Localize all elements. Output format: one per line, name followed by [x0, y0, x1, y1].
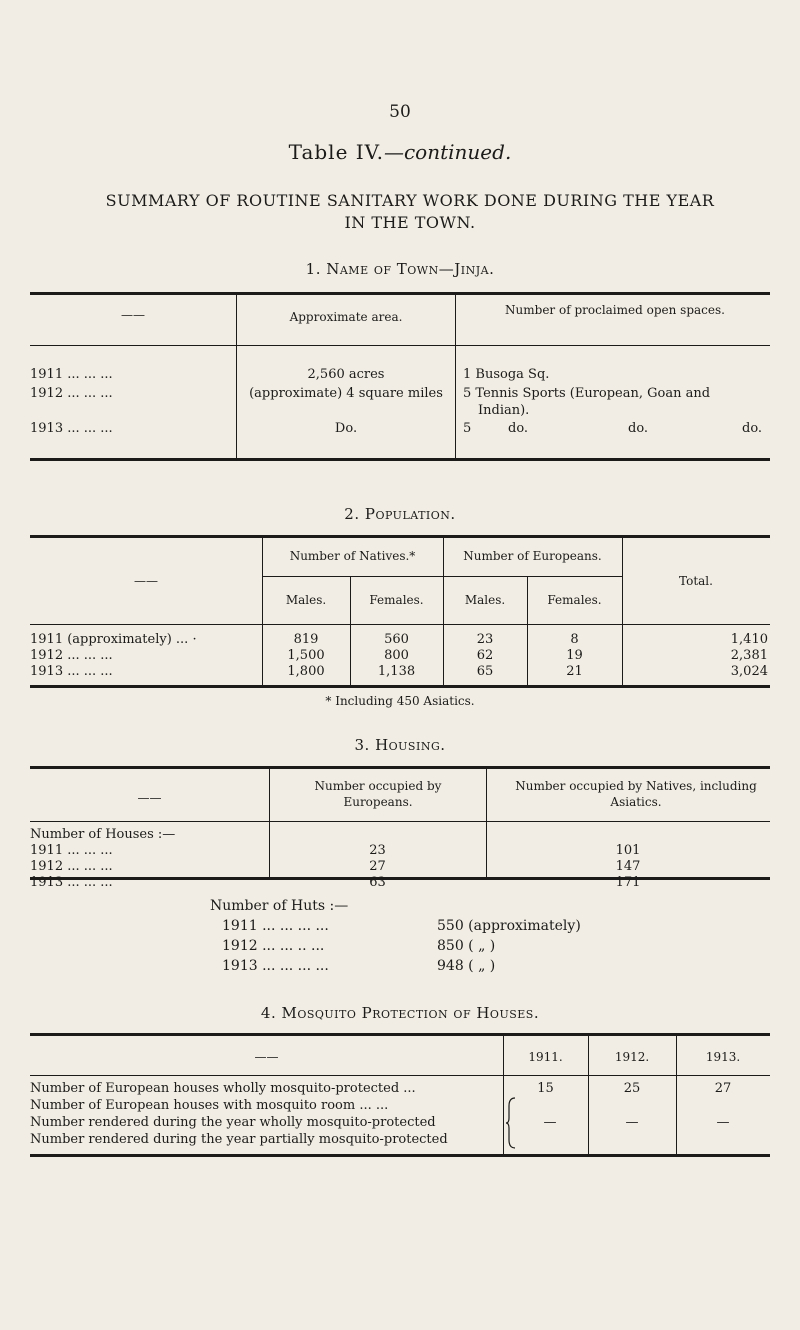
s1-row-do: do.: [742, 421, 763, 436]
table-title-suffix: —continued.: [383, 140, 512, 164]
s1-header-area: Approximate area.: [289, 310, 403, 324]
huts-value: 850 ( „ ): [437, 938, 496, 954]
s3-europeans: 27: [369, 859, 386, 874]
s3-natives: 101: [615, 843, 641, 858]
s2-natives-females: 560: [384, 632, 409, 647]
summary-heading: [30, 190, 790, 234]
s4-header-blank: ——: [254, 1050, 279, 1064]
table-title-main: Table IV.: [288, 140, 384, 164]
s2-header-e-males: Males.: [464, 593, 506, 607]
s2-total: 1,410: [730, 632, 768, 647]
s2-europeans-females: 19: [566, 648, 583, 663]
s2-header-blank: ——: [134, 574, 158, 588]
s2-europeans-females: 21: [566, 664, 583, 679]
s4-value-1912-rest: —: [625, 1115, 639, 1130]
s1-row-spaces: 5: [463, 421, 472, 436]
s2-header-total: Total.: [679, 574, 713, 588]
huts-label: Number of Huts :—: [210, 898, 349, 914]
huts-year: 1913 ... ... ... ...: [222, 958, 329, 974]
huts-value: 550 (approximately): [437, 918, 581, 934]
s2-header-natives: Number of Natives.*: [289, 549, 416, 563]
s1-row-area: 2,560 acres: [307, 367, 385, 382]
summary-heading-line2: IN THE TOWN.: [344, 213, 476, 232]
s4-value-1911-rest: —: [543, 1115, 557, 1130]
s2-natives-males: 1,500: [287, 648, 325, 663]
s3-header-europeans: Number occupied by Europeans.: [314, 779, 442, 809]
s2-natives-females: 1,138: [377, 664, 416, 679]
table-title: [0, 140, 800, 164]
s3-europeans: 23: [369, 843, 386, 858]
section2-heading: 2. Population.: [344, 505, 456, 523]
s2-total: 2,381: [730, 648, 768, 663]
s3-row-year: 1911 ... ... ...: [30, 843, 113, 858]
s2-europeans-females: 8: [570, 632, 579, 647]
s1-row-area: (approximate) 4 square miles: [249, 386, 443, 401]
s2-footnote: * Including 450 Asiatics.: [325, 694, 475, 708]
s4-row-label: Number of European houses with mosquito room ... ...: [30, 1098, 389, 1113]
s1-row-spaces: 1 Busoga Sq.: [463, 367, 550, 382]
s2-natives-males: 1,800: [287, 664, 325, 679]
section1-heading: 1. Name of Town—Jinja.: [305, 260, 495, 278]
s4-value-1913-rest: —: [716, 1115, 730, 1130]
s1-row-year: 1913 ... ... ...: [30, 421, 113, 436]
s2-row-year: 1911 (approximately) ... ·: [30, 632, 197, 647]
s3-natives: 147: [615, 859, 641, 874]
s2-natives-females: 800: [384, 648, 409, 663]
huts-year: 1911 ... ... ... ...: [222, 918, 329, 934]
s2-header-e-females: Females.: [547, 593, 602, 607]
s2-header-europeans: Number of Europeans.: [463, 549, 602, 563]
s2-header-females: Females.: [369, 593, 424, 607]
s3-europeans: 63: [369, 875, 386, 890]
section3-heading: 3. Housing.: [354, 736, 446, 754]
s4-header-1911: 1911.: [528, 1050, 563, 1064]
summary-heading-line1: SUMMARY OF ROUTINE SANITARY WORK DONE DURING THE YEAR: [105, 191, 715, 210]
s2-natives-males: 819: [293, 632, 319, 647]
s4-header-1912: 1912.: [614, 1050, 650, 1064]
page-number: 50: [389, 102, 411, 122]
s1-row-spaces: 5 Tennis Sports (European, Goan and: [463, 386, 711, 401]
s3-header-blank: ——: [137, 791, 162, 805]
s2-europeans-males: 23: [476, 632, 494, 647]
s1-row-do: do.: [508, 421, 529, 436]
s3-houses-label: Number of Houses :—: [30, 827, 176, 842]
s2-total: 3,024: [730, 664, 768, 679]
s4-value-1912: 25: [623, 1081, 641, 1096]
s4-header-1913: 1913.: [705, 1050, 741, 1064]
s2-row-year: 1912 ... ... ...: [30, 648, 113, 663]
s1-header-spaces: Number of proclaimed open spaces.: [505, 303, 725, 317]
s1-header-blank: ——: [121, 308, 145, 322]
s1-row-year: 1912 ... ... ...: [30, 386, 113, 401]
s3-row-year: 1912 ... ... ...: [30, 859, 113, 874]
s1-row-area: Do.: [334, 421, 358, 436]
s3-header-natives: Number occupied by Natives, including Asiatics.: [515, 779, 757, 809]
s2-europeans-males: 65: [476, 664, 494, 679]
section4-heading: 4. Mosquito Protection of Houses.: [260, 1004, 540, 1022]
s1-row-do: do.: [628, 421, 649, 436]
s4-value-1911: 15: [537, 1081, 554, 1096]
s2-europeans-males: 62: [476, 648, 494, 663]
s4-row-label: Number rendered during the year partially mosquito-protected: [30, 1132, 448, 1147]
s2-header-males: Males.: [285, 593, 327, 607]
huts-year: 1912 ... ... .. ...: [222, 938, 325, 954]
huts-value: 948 ( „ ): [437, 958, 496, 974]
s3-row-year: 1913 ... ... ...: [30, 875, 113, 890]
s3-natives: 171: [615, 875, 641, 890]
s4-value-1913: 27: [714, 1081, 732, 1096]
s2-row-year: 1913 ... ... ...: [30, 664, 113, 679]
s4-row-label: Number of European houses wholly mosquito-protected ...: [30, 1081, 416, 1096]
s1-row-spaces-cont: Indian).: [478, 403, 530, 418]
s1-row-year: 1911 ... ... ...: [30, 367, 113, 382]
s4-row-label: Number rendered during the year wholly mosquito-protected: [30, 1115, 436, 1130]
